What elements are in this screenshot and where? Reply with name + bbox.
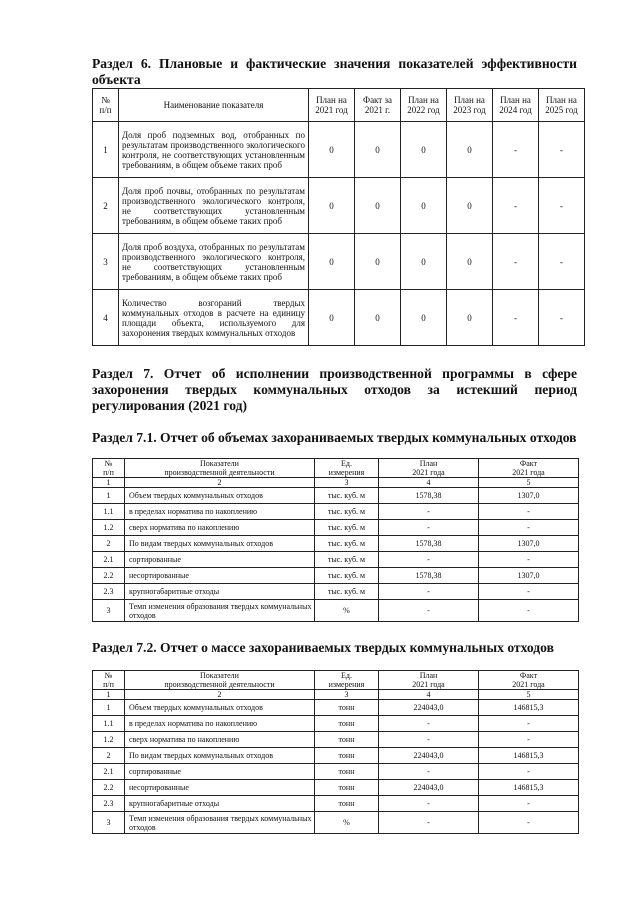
unit-cell: тыс. куб. м xyxy=(315,552,379,568)
unit-cell: тонн xyxy=(315,748,379,764)
fact-value: - xyxy=(479,716,579,732)
plan-value: - xyxy=(379,764,479,780)
row-number: 1 xyxy=(93,122,119,178)
table-row xyxy=(93,716,579,732)
indicator-value: - xyxy=(539,122,585,178)
col-number: 1 xyxy=(93,690,125,700)
plan-value: - xyxy=(379,732,479,748)
table-row xyxy=(93,700,579,716)
fact-value: 146815,3 xyxy=(479,748,579,764)
fact-value: 1307,0 xyxy=(479,488,579,504)
plan-value: - xyxy=(379,504,479,520)
col-header-num: № п/п xyxy=(93,671,125,690)
table-row xyxy=(93,552,579,568)
indicator-value: 0 xyxy=(447,122,493,178)
section-6-title: Раздел 6. Плановые и фактические значения показателей эффективности объекта xyxy=(92,56,577,87)
fact-value: - xyxy=(479,600,579,622)
indicator-value: 0 xyxy=(401,178,447,234)
indicator-name: в пределах норматива по накоплению xyxy=(125,504,315,520)
efficiency-indicators-table xyxy=(92,88,585,346)
col-header-num: № п/п xyxy=(93,89,119,122)
unit-cell: тыс. куб. м xyxy=(315,584,379,600)
fact-value: 1307,0 xyxy=(479,536,579,552)
plan-value: - xyxy=(379,716,479,732)
indicator-name: Объем твердых коммунальных отходов xyxy=(125,700,315,716)
table-header-row xyxy=(93,89,585,122)
indicator-value: 0 xyxy=(447,290,493,346)
fact-value: 146815,3 xyxy=(479,780,579,796)
fact-value: - xyxy=(479,732,579,748)
unit-cell: тонн xyxy=(315,764,379,780)
table-row xyxy=(93,584,579,600)
unit-cell: тонн xyxy=(315,716,379,732)
unit-cell: % xyxy=(315,812,379,834)
table-row xyxy=(93,732,579,748)
col-header-plan-2021: План на 2021 год xyxy=(309,89,355,122)
table-row xyxy=(93,488,579,504)
row-number: 2.2 xyxy=(93,568,125,584)
plan-value: 224043,0 xyxy=(379,780,479,796)
col-header-plan-2025: План на 2025 год xyxy=(539,89,585,122)
row-number: 2.1 xyxy=(93,764,125,780)
fact-value: - xyxy=(479,584,579,600)
row-number: 3 xyxy=(93,812,125,834)
unit-cell: тонн xyxy=(315,796,379,812)
indicator-value: 0 xyxy=(355,234,401,290)
row-number: 3 xyxy=(93,234,119,290)
col-header-plan-2022: План на 2022 год xyxy=(401,89,447,122)
section-7-1-title: Раздел 7.1. Отчет об объемах захораниваемых твердых коммунальных отходов xyxy=(92,430,577,445)
fact-value: - xyxy=(479,520,579,536)
unit-cell: тыс. куб. м xyxy=(315,504,379,520)
indicator-value: - xyxy=(539,178,585,234)
unit-cell: тонн xyxy=(315,732,379,748)
unit-cell: тыс. куб. м xyxy=(315,568,379,584)
indicator-value: 0 xyxy=(447,178,493,234)
col-header-plan-2023: План на 2023 год xyxy=(447,89,493,122)
waste-mass-table xyxy=(92,670,579,834)
column-numbers-row xyxy=(93,478,579,488)
plan-value: 224043,0 xyxy=(379,700,479,716)
indicator-name: сортированные xyxy=(125,552,315,568)
col-number: 1 xyxy=(93,478,125,488)
col-number: 5 xyxy=(479,478,579,488)
indicator-value: 0 xyxy=(309,178,355,234)
fact-value: 146815,3 xyxy=(479,700,579,716)
indicator-value: 0 xyxy=(355,122,401,178)
table-row xyxy=(93,520,579,536)
col-number: 2 xyxy=(125,690,315,700)
fact-value: 1307,0 xyxy=(479,568,579,584)
plan-value: 1578,38 xyxy=(379,536,479,552)
indicator-value: - xyxy=(493,122,539,178)
unit-cell: % xyxy=(315,600,379,622)
col-header-plan: План 2021 года xyxy=(379,671,479,690)
indicator-name: крупногабаритные отходы xyxy=(125,796,315,812)
table-row xyxy=(93,796,579,812)
indicator-value: 0 xyxy=(401,234,447,290)
indicator-value: - xyxy=(539,234,585,290)
plan-value: - xyxy=(379,600,479,622)
col-number: 4 xyxy=(379,478,479,488)
indicator-name: несортированные xyxy=(125,780,315,796)
indicator-value: - xyxy=(493,290,539,346)
indicator-value: 0 xyxy=(401,122,447,178)
table-row xyxy=(93,600,579,622)
indicator-name: сверх норматива по накоплению xyxy=(125,520,315,536)
row-number: 1.1 xyxy=(93,504,125,520)
col-header-name: Показатели производственной деятельности xyxy=(125,459,315,478)
row-number: 2.3 xyxy=(93,584,125,600)
plan-value: - xyxy=(379,520,479,536)
fact-value: - xyxy=(479,812,579,834)
plan-value: - xyxy=(379,796,479,812)
table-row xyxy=(93,748,579,764)
row-number: 4 xyxy=(93,290,119,346)
fact-value: - xyxy=(479,504,579,520)
indicator-name: Объем твердых коммунальных отходов xyxy=(125,488,315,504)
indicator-name: По видам твердых коммунальных отходов xyxy=(125,536,315,552)
row-number: 1.1 xyxy=(93,716,125,732)
table-row xyxy=(93,536,579,552)
indicator-name: крупногабаритные отходы xyxy=(125,584,315,600)
row-number: 2.3 xyxy=(93,796,125,812)
unit-cell: тонн xyxy=(315,700,379,716)
indicator-name: несортированные xyxy=(125,568,315,584)
col-number: 3 xyxy=(315,690,379,700)
indicator-name: Количество возгораний твердых коммунальных отходов в расчете на единицу площади объекта, используемого для захоронения твердых коммунальных отходов xyxy=(119,290,309,346)
col-number: 3 xyxy=(315,478,379,488)
indicator-name: Доля проб воздуха, отобранных по результатам производственного экологического контроля, не соответствующих установленным требованиям, в общем объеме таких проб xyxy=(119,234,309,290)
row-number: 1.2 xyxy=(93,520,125,536)
section-7-title: Раздел 7. Отчет об исполнении производственной программы в сфере захоронения твердых коммунальных отходов за истекший период регулирования (2021 год) xyxy=(92,366,577,413)
indicator-name: По видам твердых коммунальных отходов xyxy=(125,748,315,764)
indicator-name: Темп изменения образования твердых коммунальных отходов xyxy=(125,600,315,622)
indicator-value: 0 xyxy=(309,234,355,290)
indicator-value: 0 xyxy=(355,178,401,234)
plan-value: - xyxy=(379,552,479,568)
table-row xyxy=(93,234,585,290)
table-row xyxy=(93,780,579,796)
waste-volume-table xyxy=(92,458,579,622)
plan-value: 1578,38 xyxy=(379,488,479,504)
table-row xyxy=(93,178,585,234)
indicator-value: - xyxy=(539,290,585,346)
table-row xyxy=(93,764,579,780)
col-number: 4 xyxy=(379,690,479,700)
indicator-value: 0 xyxy=(309,290,355,346)
indicator-value: 0 xyxy=(309,122,355,178)
table-row xyxy=(93,568,579,584)
fact-value: - xyxy=(479,552,579,568)
indicator-name: сверх норматива по накоплению xyxy=(125,732,315,748)
col-header-num: № п/п xyxy=(93,459,125,478)
indicator-name: Темп изменения образования твердых коммунальных отходов xyxy=(125,812,315,834)
row-number: 2.2 xyxy=(93,780,125,796)
table-row xyxy=(93,290,585,346)
indicator-name: сортированные xyxy=(125,764,315,780)
indicator-value: 0 xyxy=(447,234,493,290)
row-number: 1 xyxy=(93,488,125,504)
row-number: 1.2 xyxy=(93,732,125,748)
row-number: 2 xyxy=(93,178,119,234)
row-number: 3 xyxy=(93,600,125,622)
col-header-unit: Ед. измерения xyxy=(315,459,379,478)
indicator-value: - xyxy=(493,234,539,290)
col-header-fact: Факт 2021 года xyxy=(479,459,579,478)
row-number: 2 xyxy=(93,536,125,552)
col-header-name: Наименование показателя xyxy=(119,89,309,122)
row-number: 1 xyxy=(93,700,125,716)
plan-value: 224043,0 xyxy=(379,748,479,764)
table-row xyxy=(93,504,579,520)
col-header-unit: Ед. измерения xyxy=(315,671,379,690)
col-number: 2 xyxy=(125,478,315,488)
unit-cell: тыс. куб. м xyxy=(315,520,379,536)
col-header-name: Показатели производственной деятельности xyxy=(125,671,315,690)
fact-value: - xyxy=(479,764,579,780)
plan-value: 1578,38 xyxy=(379,568,479,584)
table-header-row xyxy=(93,459,579,478)
col-header-plan-2024: План на 2024 год xyxy=(493,89,539,122)
plan-value: - xyxy=(379,812,479,834)
table-row xyxy=(93,812,579,834)
table-header-row xyxy=(93,671,579,690)
col-header-fact-2021: Факт за 2021 г. xyxy=(355,89,401,122)
indicator-name: Доля проб почвы, отобранных по результатам производственного экологического контроля, не соответствующих установленным требованиям, в общем объеме таких проб xyxy=(119,178,309,234)
column-numbers-row xyxy=(93,690,579,700)
indicator-value: - xyxy=(493,178,539,234)
unit-cell: тыс. куб. м xyxy=(315,488,379,504)
indicator-name: в пределах норматива по накоплению xyxy=(125,716,315,732)
plan-value: - xyxy=(379,584,479,600)
indicator-value: 0 xyxy=(401,290,447,346)
col-header-plan: План 2021 года xyxy=(379,459,479,478)
fact-value: - xyxy=(479,796,579,812)
col-header-fact: Факт 2021 года xyxy=(479,671,579,690)
section-7-2-title: Раздел 7.2. Отчет о массе захораниваемых твердых коммунальных отходов xyxy=(92,640,554,655)
unit-cell: тонн xyxy=(315,780,379,796)
table-row xyxy=(93,122,585,178)
indicator-name: Доля проб подземных вод, отобранных по результатам производственного экологического контроля, не соответствующих установленным требованиям, в общем объеме таких проб xyxy=(119,122,309,178)
row-number: 2 xyxy=(93,748,125,764)
col-number: 5 xyxy=(479,690,579,700)
row-number: 2.1 xyxy=(93,552,125,568)
indicator-value: 0 xyxy=(355,290,401,346)
unit-cell: тыс. куб. м xyxy=(315,536,379,552)
